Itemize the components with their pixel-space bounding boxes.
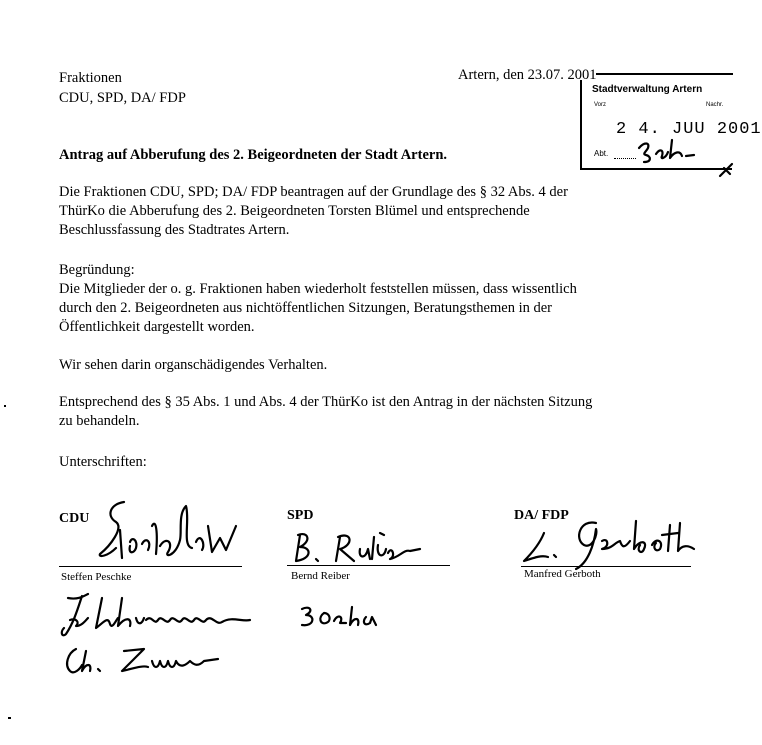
party-label-spd: SPD [287,508,314,523]
paragraph-reason [59,261,577,337]
scan-speck [8,717,11,719]
stamp-abt-label: Abt. [594,149,609,158]
sender-line-2: CDU, SPD, DA/ FDP [59,90,186,106]
place-date: Artern, den 23.07. 2001 [458,67,597,83]
signatures-heading: Unterschriften: [59,454,147,470]
signature-cdu-3-handwriting [62,641,232,677]
paragraph-assessment: Wir sehen darin organschädigendes Verhalten. [59,357,328,373]
party-label-cdu: CDU [59,511,90,526]
stamp-date: 2 4. JUU 2001 [616,120,762,139]
signature-cdu-handwriting [96,496,246,566]
stamp-label-left: Vorz [594,102,607,108]
signer-name-fdp: Manfred Gerboth [524,568,601,580]
signature-cdu-2-handwriting [56,592,266,638]
stamp-corner-mark [718,160,738,180]
signer-name-spd: Bernd Reiber [291,570,350,582]
paragraph-reason-line-2: durch den 2. Beigeordneten aus nichtöffentlichen Sitzungen, Beratungsthemen in der [59,300,552,316]
paragraph-reason-line-1: Die Mitglieder der o. g. Fraktionen haben wiederholt feststellen müssen, dass wissentlich [59,281,577,297]
receipt-stamp [580,80,762,170]
signature-fdp-handwriting [518,515,708,575]
document-title: Antrag auf Abberufung des 2. Beigeordneten der Stadt Artern. [59,147,448,163]
stamp-initials-handwriting [636,136,696,166]
paragraph-procedure-line-2: zu behandeln. [59,413,140,429]
scan-speck [4,405,6,407]
party-label-fdp: DA/ FDP [514,508,569,523]
signature-line-cdu [59,566,242,567]
date-strikeline [596,73,733,75]
paragraph-procedure-line-1: Entsprechend des § 35 Abs. 1 und Abs. 4 der ThürKo ist den Antrag in der nächsten Sitzung [59,394,593,410]
paragraph-procedure [59,393,592,431]
signature-spd-2-handwriting [296,603,391,631]
sender-line-1: Fraktionen [59,70,122,86]
signature-spd-handwriting [292,527,442,569]
paragraph-request-line-1: Die Fraktionen CDU, SPD; DA/ FDP beantragen auf der Grundlage des § 32 Abs. 4 der [59,184,568,200]
paragraph-request [59,183,568,240]
paragraph-request-line-2: ThürKo die Abberufung des 2. Beigeordneten Torsten Blümel und entsprechende [59,203,530,219]
reason-heading: Begründung: [59,262,135,278]
signer-name-cdu: Steffen Peschke [61,571,132,583]
paragraph-reason-line-3: Öffentlichkeit dargestellt worden. [59,319,255,335]
stamp-dotted-line [614,158,636,159]
stamp-title: Stadtverwaltung Artern [592,84,703,95]
paragraph-request-line-3: Beschlussfassung des Stadtrates Artern. [59,222,290,238]
stamp-label-right: Nachr. [706,102,724,108]
